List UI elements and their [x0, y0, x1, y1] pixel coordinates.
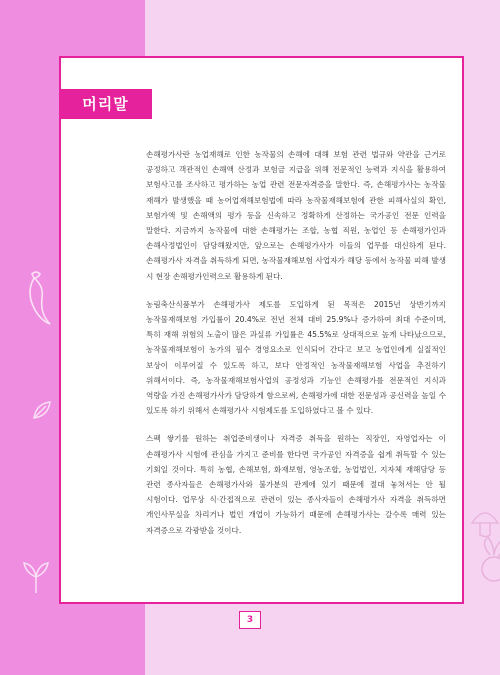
leaf-icon — [30, 398, 54, 422]
radish-icon — [476, 535, 500, 615]
preface-body — [146, 147, 446, 551]
chili-pepper-icon — [18, 268, 58, 328]
page-title: 머리말 — [59, 89, 152, 119]
page-number: 3 — [239, 611, 261, 629]
herb-icon — [18, 555, 54, 595]
paragraph-3: 스펙 쌓기를 원하는 취업준비생이나 자격증 취득을 원하는 직장인, 자영업자는 이 손해평가사 시험에 관심을 가지고 준비를 한다면 국가공인 자격증을 쉽게 취득할 수 있는 기회일 것이다. 특히 농협, 손해보험, 화재보험, 영농조합, 농업법인, 지자체 재해담당 등 관련 종사자들은 손해평가사와 불가분의 관계에 있기 때문에 절대 놓쳐서는 안 될 시험이다. 업무상 식·간접적으로 관련이 있는 종사자들이 손해평가사 자격을 취득하면 개인사무실을 차리거나 법인 개업이 가능하기 때문에 손해평가사는 갈수록 매력 있는 자격증으로 각광받을 것이다. — [146, 434, 446, 535]
paragraph-1: 손해평가사란 농업재해로 인한 농작물의 손해에 대해 보험 관련 법규와 약관을 근거로 공정하고 객관적인 손해액 산정과 보험금 지급을 위해 전문적인 능력과 지식을 활용하여 보험사고를 조사하고 평가하는 농업 관련 전문자격증을 말한다. 즉, 손해평가사는 농작물 재해가 발생했을 때 농어업재해보험법에 따라 농작물재해보험에 관한 피해사실의 확인, 보험가액 및 손해액의 평가 등을 신속하고 정확하게 산정하는 국가공인 전문 인력을 말한다. 지금까지 농작물에 대한 손해평가는 조합, 농협 직원, 농업인 등 손해평가인과 손해사정법인이 담당해왔지만, 앞으로는 손해평가사가 이들의 업무를 대신하게 된다. 손해평가사 자격을 취득하게 되면, 농작물재해보험 사업자가 해당 등에서 농작물 피해 발생 시 현장 손해평가인력으로 활용하게 된다. — [146, 150, 446, 281]
mushroom-icon — [468, 505, 500, 539]
paragraph-2: 농림축산식품부가 손해평가사 제도를 도입하게 된 목적은 2015년 상반기까지 농작물재해보험 가입률이 20.4%로 전년 전체 대비 25.9%나 증가하여 최대 수준이며, 특히 재해 위험의 노출이 많은 과실류 가입률은 45.5%로 상대적으로 높게 나타났으므로, 농작물재해보험이 농가의 필수 경영요소로 인식되어 간다고 보고 농업인에게 실질적인 보상이 이루어질 수 있도록 하고, 보다 안정적인 농작물재해보험 사업을 추진하기 위해서이다. 즉, 농작물재해보험사업의 공정성과 기능인 손해평가를 전문적인 지식과 역량을 가진 손해평가사가 담당하게 함으로써, 손해평가에 대한 전문성과 공신력을 높일 수 있도록 하기 위해서 손해평가사 시험제도를 도입하였다고 볼 수 있다. — [146, 299, 446, 416]
